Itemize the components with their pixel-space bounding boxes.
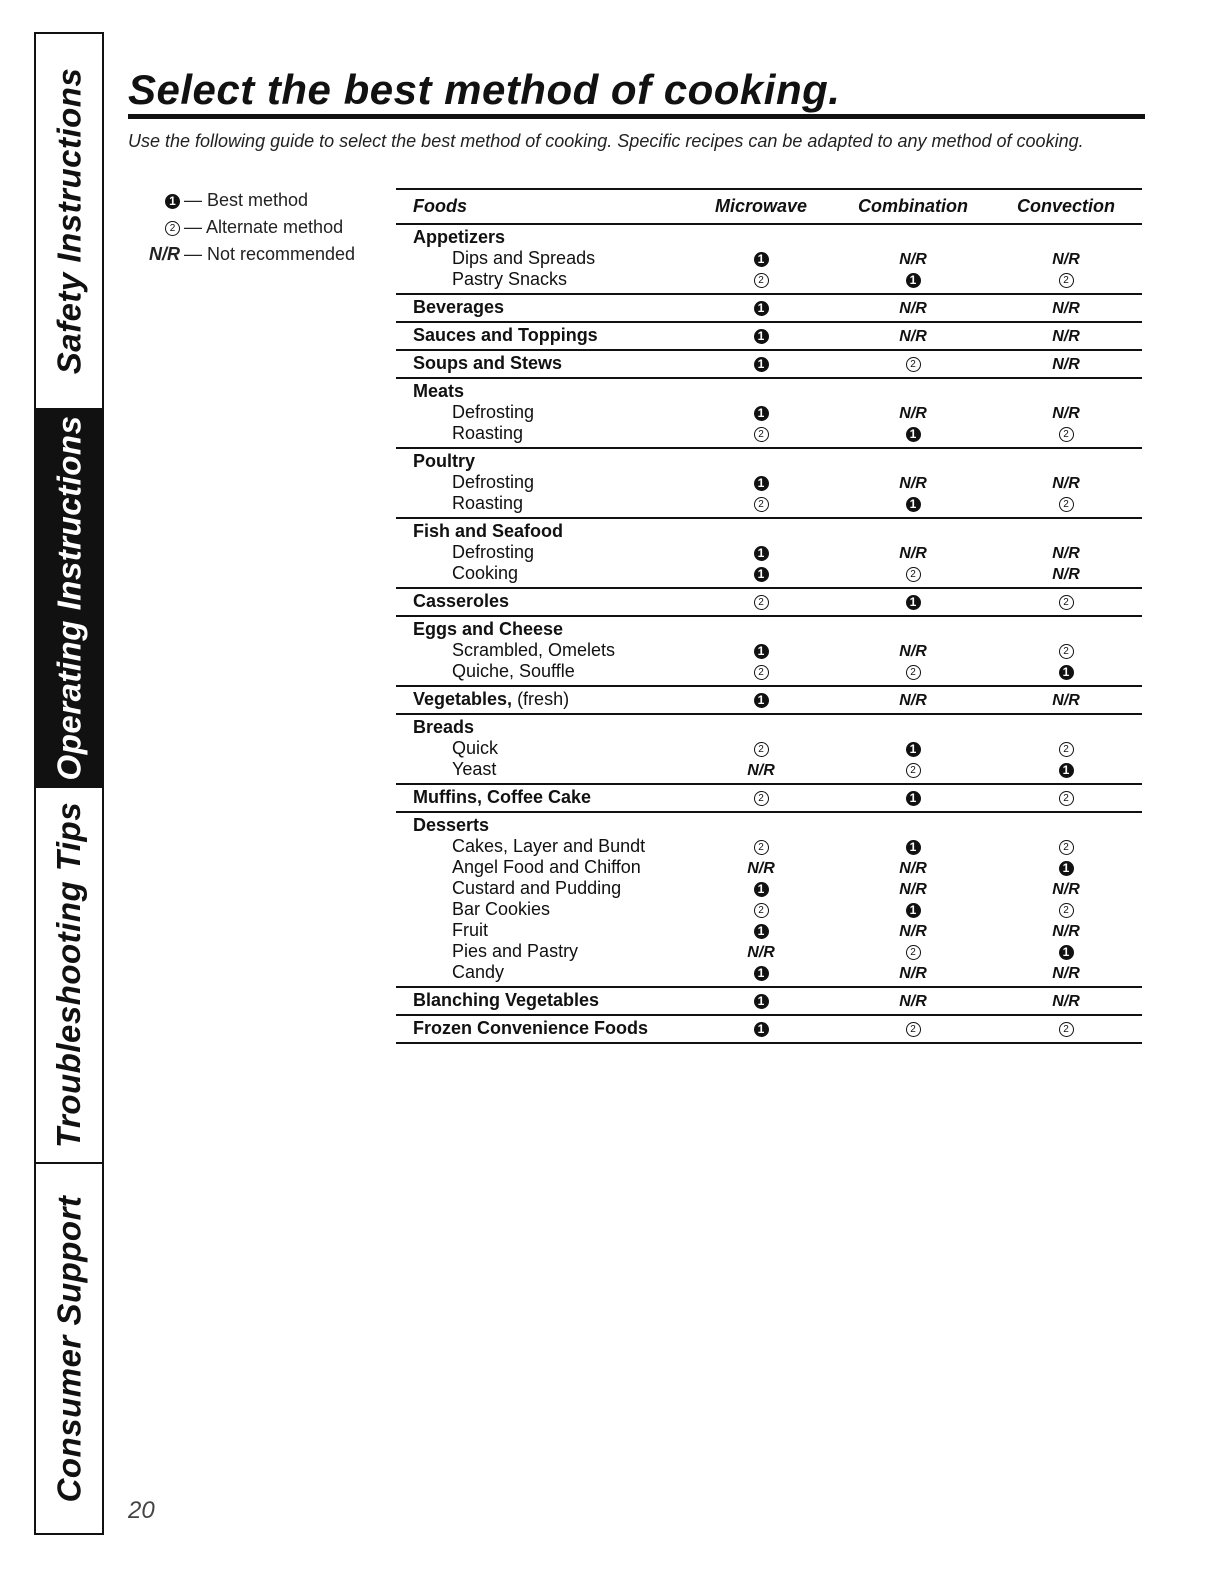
category-label	[396, 353, 686, 374]
rating-cell-microwave	[686, 493, 836, 514]
category-name: Blanching Vegetables	[413, 990, 600, 1010]
rating-cell-microwave	[686, 542, 836, 563]
category-label	[396, 619, 686, 640]
column-header-foods: Foods	[413, 196, 467, 216]
rating-cell-convection	[990, 563, 1142, 584]
food-name: Cakes, Layer and Bundt	[452, 836, 646, 856]
food-name: Bar Cookies	[452, 899, 551, 919]
table-row-group	[396, 295, 1142, 323]
food-name: Pastry Snacks	[452, 269, 568, 289]
category-label	[396, 990, 686, 1011]
rating-cell-microwave	[686, 920, 836, 941]
food-name: Cooking	[452, 563, 519, 583]
not-recommended-mark: N/R	[1052, 923, 1080, 940]
category-name: Casseroles	[413, 591, 510, 611]
alternate-method-icon: 2	[1059, 595, 1074, 610]
rating-cell-microwave	[686, 591, 836, 612]
alternate-method-icon: 2	[1059, 1022, 1074, 1037]
not-recommended-mark: N/R	[899, 328, 927, 345]
not-recommended-mark: N/R	[747, 762, 775, 779]
rating-cell-combination	[836, 836, 990, 857]
rating-cell-combination	[836, 353, 990, 374]
best-method-icon: 1	[754, 357, 769, 372]
table-row	[396, 661, 1142, 682]
best-method-icon: 1	[754, 567, 769, 582]
table-row	[396, 297, 1142, 318]
rating-cell-microwave	[686, 738, 836, 759]
rating-cell-convection	[990, 542, 1142, 563]
food-name: Roasting	[452, 423, 524, 443]
alternate-method-icon: 2	[754, 903, 769, 918]
rating-cell-convection	[990, 689, 1142, 710]
rating-cell-convection	[990, 472, 1142, 493]
category-label	[396, 787, 686, 808]
food-name: Quiche, Souffle	[452, 661, 575, 681]
rating-cell-microwave	[686, 661, 836, 682]
rating-cell-convection	[990, 402, 1142, 423]
table-row-group	[396, 1016, 1142, 1044]
best-method-icon: 1	[1059, 665, 1074, 680]
table-row	[396, 899, 1142, 920]
tab-label: Consumer Support	[50, 1195, 87, 1502]
rating-cell-convection	[990, 759, 1142, 780]
alternate-method-icon: 2	[906, 357, 921, 372]
table-row	[396, 857, 1142, 878]
table-row-group	[396, 715, 1142, 785]
table-row	[396, 521, 1142, 542]
table-row	[396, 451, 1142, 472]
best-method-icon: 1	[906, 497, 921, 512]
best-method-icon: 1	[906, 903, 921, 918]
title-rule	[128, 114, 1145, 119]
rating-cell-microwave	[686, 857, 836, 878]
rating-cell-microwave	[686, 759, 836, 780]
rating-cell-microwave	[686, 640, 836, 661]
food-name: Yeast	[452, 759, 497, 779]
rating-cell-combination	[836, 962, 990, 983]
not-recommended-mark: N/R	[1052, 566, 1080, 583]
rating-cell-combination	[836, 423, 990, 444]
table-row	[396, 423, 1142, 444]
rating-cell-convection	[990, 1018, 1142, 1039]
table-body	[396, 225, 1142, 1044]
rating-cell-combination	[836, 591, 990, 612]
category-name: Soups and Stews	[413, 353, 563, 373]
table-row	[396, 472, 1142, 493]
category-name: Desserts	[413, 815, 490, 835]
table-row-group	[396, 785, 1142, 813]
rating-cell-microwave	[686, 269, 836, 290]
rating-cell-microwave	[686, 878, 836, 899]
category-label	[396, 297, 686, 318]
rating-cell-microwave	[686, 423, 836, 444]
alternate-method-icon: 2	[754, 427, 769, 442]
legend-text: — Alternate method	[184, 217, 344, 237]
not-recommended-mark: N/R	[1052, 405, 1080, 422]
not-recommended-mark: N/R	[747, 860, 775, 877]
not-recommended-mark: N/R	[899, 643, 927, 660]
category-name: Vegetables,	[413, 689, 513, 709]
tab-safety-instructions[interactable]	[36, 34, 102, 410]
table-row-group	[396, 988, 1142, 1016]
category-name: Eggs and Cheese	[413, 619, 564, 639]
table-row	[396, 759, 1142, 780]
table-row	[396, 619, 1142, 640]
not-recommended-mark: N/R	[899, 475, 927, 492]
rating-cell-combination	[836, 759, 990, 780]
table-row	[396, 717, 1142, 738]
rating-cell-combination	[836, 325, 990, 346]
table-row	[396, 962, 1142, 983]
legend-item	[128, 241, 355, 268]
rating-cell-convection	[990, 591, 1142, 612]
rating-cell-combination	[836, 661, 990, 682]
rating-cell-combination	[836, 857, 990, 878]
not-recommended-mark: N/R	[899, 881, 927, 898]
table-row	[396, 836, 1142, 857]
category-name: Frozen Convenience Foods	[413, 1018, 649, 1038]
rating-cell-microwave	[686, 941, 836, 962]
page-number: 20	[128, 1497, 155, 1524]
rating-cell-convection	[990, 493, 1142, 514]
not-recommended-mark: N/R	[899, 692, 927, 709]
not-recommended-mark: N/R	[1052, 881, 1080, 898]
table-row	[396, 878, 1142, 899]
table-row	[396, 493, 1142, 514]
tab-consumer-support[interactable]	[36, 1164, 102, 1533]
table-row-group	[396, 225, 1142, 295]
best-method-icon: 1	[754, 882, 769, 897]
alternate-method-icon: 2	[1059, 903, 1074, 918]
rating-cell-microwave	[686, 248, 836, 269]
category-name: Poultry	[413, 451, 476, 471]
category-name: Fish and Seafood	[413, 521, 564, 541]
table-row	[396, 941, 1142, 962]
table-row	[396, 815, 1142, 836]
not-recommended-mark: N/R	[899, 965, 927, 982]
alternate-method-icon: 2	[1059, 791, 1074, 806]
rating-cell-combination	[836, 878, 990, 899]
rating-cell-microwave	[686, 472, 836, 493]
alternate-method-icon: 2	[1059, 644, 1074, 659]
best-method-icon: 1	[754, 329, 769, 344]
rating-cell-combination	[836, 1018, 990, 1039]
table-header	[396, 188, 1142, 225]
table-row	[396, 542, 1142, 563]
food-name: Scrambled, Omelets	[452, 640, 616, 660]
not-recommended-mark: N/R	[1052, 545, 1080, 562]
best-method-icon: 1	[754, 966, 769, 981]
category-name: Meats	[413, 381, 465, 401]
table-row	[396, 325, 1142, 346]
not-recommended-mark: N/R	[1052, 993, 1080, 1010]
best-method-icon: 1	[906, 427, 921, 442]
not-recommended-mark: N/R	[1052, 300, 1080, 317]
category-label	[396, 815, 686, 836]
legend-text: — Not recommended	[184, 244, 356, 264]
table-row	[396, 269, 1142, 290]
alternate-method-icon: 2	[1059, 497, 1074, 512]
alternate-method-icon: 2	[754, 595, 769, 610]
food-name: Pies and Pastry	[452, 941, 579, 961]
category-label	[396, 227, 686, 248]
table-row-group	[396, 813, 1142, 988]
not-recommended-mark: N/R	[899, 545, 927, 562]
table-row	[396, 640, 1142, 661]
food-name: Angel Food and Chiffon	[452, 857, 641, 877]
rating-cell-convection	[990, 248, 1142, 269]
category-label	[396, 689, 686, 710]
food-name: Candy	[452, 962, 505, 982]
rating-cell-convection	[990, 661, 1142, 682]
rating-cell-convection	[990, 353, 1142, 374]
rating-cell-microwave	[686, 402, 836, 423]
rating-cell-combination	[836, 493, 990, 514]
rating-cell-microwave	[686, 962, 836, 983]
table-row	[396, 381, 1142, 402]
food-name: Defrosting	[452, 402, 535, 422]
best-method-icon: 1	[906, 595, 921, 610]
alternate-method-icon: 2	[1059, 273, 1074, 288]
table-row-group	[396, 449, 1142, 519]
category-label	[396, 381, 686, 402]
not-recommended-mark: N/R	[899, 300, 927, 317]
best-method-icon: 1	[1059, 945, 1074, 960]
rating-cell-combination	[836, 941, 990, 962]
category-label	[396, 717, 686, 738]
not-recommended-mark: N/R	[899, 860, 927, 877]
best-method-icon: 1	[754, 924, 769, 939]
not-recommended-mark: N/R	[1052, 692, 1080, 709]
column-header-combination: Combination	[858, 196, 968, 216]
category-name: Breads	[413, 717, 475, 737]
table-row	[396, 787, 1142, 808]
category-note: (fresh)	[512, 689, 570, 709]
tab-operating-instructions[interactable]	[36, 410, 102, 788]
table-row	[396, 353, 1142, 374]
rating-cell-microwave	[686, 899, 836, 920]
not-recommended-mark: N/R	[899, 993, 927, 1010]
rating-cell-microwave	[686, 836, 836, 857]
rating-cell-convection	[990, 962, 1142, 983]
alternate-method-icon: 2	[906, 665, 921, 680]
rating-cell-combination	[836, 542, 990, 563]
best-method-icon: 1	[754, 476, 769, 491]
cooking-method-table	[396, 188, 1142, 1044]
table-row-group	[396, 323, 1142, 351]
legend-symbol: N/R	[149, 244, 180, 264]
food-name: Fruit	[452, 920, 488, 940]
legend	[128, 187, 355, 268]
alternate-method-icon: 2	[1059, 427, 1074, 442]
best-method-icon: 1	[754, 301, 769, 316]
best-method-icon: 1	[1059, 861, 1074, 876]
food-name: Dips and Spreads	[452, 248, 596, 268]
not-recommended-mark: N/R	[1052, 251, 1080, 268]
category-label	[396, 591, 686, 612]
category-name: Muffins, Coffee Cake	[413, 787, 592, 807]
best-method-icon: 1	[906, 273, 921, 288]
table-row	[396, 990, 1142, 1011]
rating-cell-microwave	[686, 689, 836, 710]
rating-cell-combination	[836, 990, 990, 1011]
tab-label: Operating Instructions	[50, 415, 87, 781]
best-method-icon: 1	[165, 194, 180, 209]
alternate-method-icon: 2	[754, 497, 769, 512]
rating-cell-combination	[836, 563, 990, 584]
food-name: Defrosting	[452, 472, 535, 492]
category-label	[396, 451, 686, 472]
best-method-icon: 1	[754, 644, 769, 659]
rating-cell-combination	[836, 689, 990, 710]
legend-symbol	[128, 214, 184, 241]
food-name: Custard and Pudding	[452, 878, 622, 898]
rating-cell-convection	[990, 878, 1142, 899]
best-method-icon: 1	[754, 1022, 769, 1037]
rating-cell-microwave	[686, 353, 836, 374]
rating-cell-convection	[990, 899, 1142, 920]
category-label	[396, 325, 686, 346]
table-row	[396, 402, 1142, 423]
rating-cell-combination	[836, 640, 990, 661]
rating-cell-microwave	[686, 1018, 836, 1039]
rating-cell-combination	[836, 269, 990, 290]
rating-cell-microwave	[686, 325, 836, 346]
not-recommended-mark: N/R	[899, 405, 927, 422]
rating-cell-combination	[836, 248, 990, 269]
rating-cell-combination	[836, 738, 990, 759]
column-header-microwave: Microwave	[714, 196, 808, 216]
rating-cell-convection	[990, 836, 1142, 857]
alternate-method-icon: 2	[906, 763, 921, 778]
not-recommended-mark: N/R	[899, 923, 927, 940]
column-header-convection: Convection	[1016, 196, 1115, 216]
table-row	[396, 248, 1142, 269]
table-row-group	[396, 379, 1142, 449]
rating-cell-combination	[836, 899, 990, 920]
best-method-icon: 1	[1059, 763, 1074, 778]
rating-cell-convection	[990, 857, 1142, 878]
rating-cell-combination	[836, 402, 990, 423]
table-row	[396, 920, 1142, 941]
food-name: Roasting	[452, 493, 524, 513]
not-recommended-mark: N/R	[1052, 328, 1080, 345]
table-row	[396, 227, 1142, 248]
alternate-method-icon: 2	[754, 665, 769, 680]
not-recommended-mark: N/R	[747, 944, 775, 961]
alternate-method-icon: 2	[906, 945, 921, 960]
rating-cell-convection	[990, 990, 1142, 1011]
rating-cell-microwave	[686, 297, 836, 318]
rating-cell-convection	[990, 738, 1142, 759]
best-method-icon: 1	[906, 742, 921, 757]
table-row	[396, 591, 1142, 612]
rating-cell-convection	[990, 297, 1142, 318]
rating-cell-convection	[990, 787, 1142, 808]
category-label	[396, 1018, 686, 1039]
rating-cell-convection	[990, 325, 1142, 346]
best-method-icon: 1	[754, 546, 769, 561]
not-recommended-mark: N/R	[899, 251, 927, 268]
best-method-icon: 1	[754, 406, 769, 421]
table-row-group	[396, 687, 1142, 715]
rating-cell-convection	[990, 640, 1142, 661]
best-method-icon: 1	[754, 693, 769, 708]
best-method-icon: 1	[906, 840, 921, 855]
legend-item	[128, 187, 355, 214]
alternate-method-icon: 2	[754, 742, 769, 757]
rating-cell-combination	[836, 297, 990, 318]
best-method-icon: 1	[906, 791, 921, 806]
best-method-icon: 1	[754, 994, 769, 1009]
rating-cell-microwave	[686, 787, 836, 808]
category-name: Beverages	[413, 297, 505, 317]
category-name: Appetizers	[413, 227, 506, 247]
alternate-method-icon: 2	[754, 273, 769, 288]
table-row-group	[396, 617, 1142, 687]
legend-symbol	[128, 187, 184, 214]
table-row-group	[396, 519, 1142, 589]
rating-cell-convection	[990, 941, 1142, 962]
table-row	[396, 563, 1142, 584]
intro-text: Use the following guide to select the best method of cooking. Specific recipes can be adapted to any method of cooking.	[128, 131, 1084, 151]
rating-cell-microwave	[686, 990, 836, 1011]
table-row-group	[396, 589, 1142, 617]
rating-cell-combination	[836, 472, 990, 493]
rating-cell-convection	[990, 269, 1142, 290]
rating-cell-combination	[836, 787, 990, 808]
page-title: Select the best method of cooking.	[128, 66, 841, 113]
legend-text: — Best method	[184, 190, 309, 210]
category-name: Sauces and Toppings	[413, 325, 598, 345]
alternate-method-icon: 2	[754, 791, 769, 806]
legend-item	[128, 214, 355, 241]
alternate-method-icon: 2	[906, 567, 921, 582]
table-row-group	[396, 351, 1142, 379]
best-method-icon: 1	[754, 252, 769, 267]
rating-cell-convection	[990, 423, 1142, 444]
rating-cell-microwave	[686, 563, 836, 584]
alternate-method-icon: 2	[165, 221, 180, 236]
alternate-method-icon: 2	[1059, 742, 1074, 757]
tab-label: Troubleshooting Tips	[50, 801, 88, 1149]
alternate-method-icon: 2	[754, 840, 769, 855]
tab-label: Safety Instructions	[50, 67, 88, 375]
table-row	[396, 689, 1142, 710]
rating-cell-convection	[990, 920, 1142, 941]
not-recommended-mark: N/R	[1052, 475, 1080, 492]
not-recommended-mark: N/R	[1052, 356, 1080, 373]
section-tab-bar	[34, 32, 104, 1535]
category-label	[396, 521, 686, 542]
alternate-method-icon: 2	[906, 1022, 921, 1037]
food-name: Quick	[452, 738, 499, 758]
tab-troubleshooting-tips[interactable]	[36, 788, 102, 1164]
table-row	[396, 738, 1142, 759]
not-recommended-mark: N/R	[1052, 965, 1080, 982]
alternate-method-icon: 2	[1059, 840, 1074, 855]
food-name: Defrosting	[452, 542, 535, 562]
rating-cell-combination	[836, 920, 990, 941]
table-row	[396, 1018, 1142, 1039]
